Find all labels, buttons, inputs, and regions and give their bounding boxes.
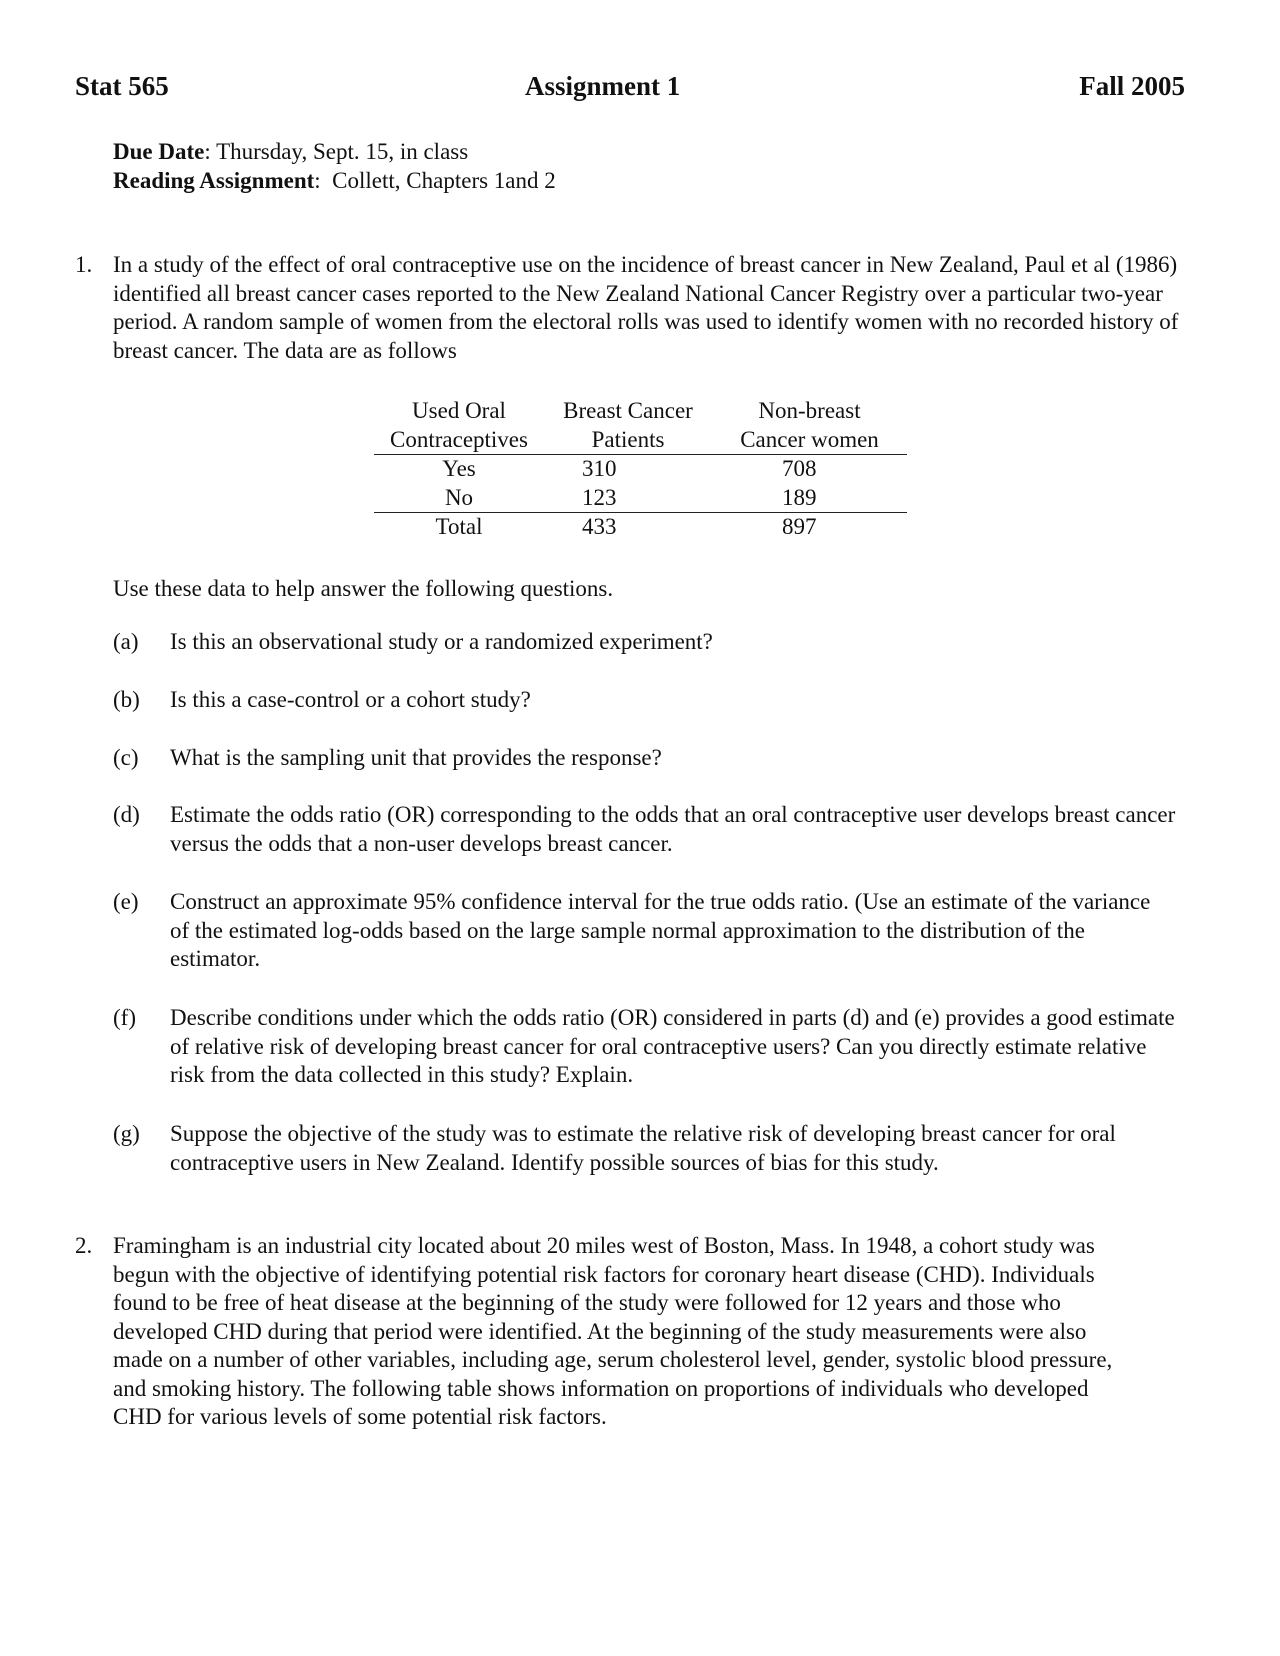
part-c (113, 744, 1213, 773)
course-name: Stat 565 (75, 71, 169, 101)
col-header-non-breast: Non-breast (758, 398, 861, 423)
contraceptive-table (374, 397, 907, 542)
part-e (113, 888, 1213, 974)
part-f (113, 1004, 1213, 1090)
patients-cell: 310 (582, 456, 617, 481)
row-label: No (374, 484, 544, 513)
question-text: Framingham is an industrial city located about 20 miles west of Boston, Mass. In 1948, a cohort study was begun with the objective of identifying potential risk factors for coronary heart disease (CHD). Individuals found to be free of heat disease at the beginning of the study were followed for 12 years and those who developed CHD during that period were identified. At the beginning of the study measurements were also made on a number of other variables, including age, serum cholesterol level, gender, systolic blood pressure, and smoking history. The following table shows information on proportions of individuals who developed CHD for various levels of some potential risk factors. (113, 1233, 1113, 1429)
table-row (374, 484, 907, 513)
question-1 (75, 251, 1205, 365)
part-g (113, 1120, 1213, 1177)
assignment-title: Assignment 1 (525, 71, 681, 101)
part-text: What is the sampling unit that provides the response? (170, 745, 662, 770)
reading-value: : Collett, Chapters 1and 2 (314, 168, 556, 193)
col-header-cancer-women: Cancer women (712, 426, 907, 455)
question-number: 1. (75, 252, 93, 277)
question-text: In a study of the effect of oral contraceptive use on the incidence of breast cancer in New Zealand, Paul et al (1986) identified all breast cancer cases reported to the New Zealand National Cancer Registry over a particular two-year period. A random sample of women from the electoral rolls was used to identify women with no recorded history of breast cancer. The data are as follows (113, 252, 1179, 363)
part-text: Is this a case-control or a cohort study? (170, 687, 531, 712)
part-text: Is this an observational study or a randomized experiment? (170, 629, 713, 654)
nonbreast-cell: 897 (782, 514, 817, 539)
col-header-patients: Patients (544, 426, 712, 455)
reading-label: Reading Assignment (113, 168, 315, 193)
questions-intro: Use these data to help answer the following questions. (113, 576, 614, 601)
part-text: Estimate the odds ratio (OR) corresponding to the odds that an oral contraceptive user develops breast cancer versus the odds that a non-user develops breast cancer. (170, 802, 1176, 856)
reading-line (113, 167, 556, 196)
term: Fall 2005 (1079, 71, 1185, 101)
col-header-contraceptives: Contraceptives (374, 426, 544, 455)
part-label: (c) (113, 745, 139, 770)
part-label: (e) (113, 889, 139, 914)
part-text: Describe conditions under which the odds ratio (OR) considered in parts (d) and (e) provides a good estimate of relative risk of developing breast cancer for oral contraceptive users? Can you directly estimate relative risk from the data collected in this study? Explain. (170, 1005, 1175, 1087)
part-d (113, 801, 1213, 858)
col-header-used-oral: Used Oral (412, 398, 506, 423)
due-date-value: : Thursday, Sept. 15, in class (204, 139, 469, 164)
row-label: Total (435, 514, 483, 539)
question-number: 2. (75, 1233, 93, 1258)
part-label: (d) (113, 802, 140, 827)
part-label: (b) (113, 687, 140, 712)
part-label: (a) (113, 629, 139, 654)
part-label: (g) (113, 1121, 140, 1146)
patients-cell: 123 (544, 484, 712, 513)
row-label: Yes (442, 456, 476, 481)
table-row (374, 455, 907, 484)
table-header-row-2 (374, 426, 907, 455)
nonbreast-cell: 189 (712, 484, 907, 513)
part-b (113, 686, 1213, 715)
nonbreast-cell: 708 (782, 456, 817, 481)
part-label: (f) (113, 1005, 136, 1030)
col-header-breast-cancer: Breast Cancer (563, 398, 693, 423)
table-row-total (374, 513, 907, 542)
document-header (75, 72, 1185, 112)
due-date-line (113, 138, 556, 167)
part-text: Suppose the objective of the study was to estimate the relative risk of developing breast cancer for oral contraceptive users in New Zealand. Identify possible sources of bias for this study. (170, 1121, 1116, 1175)
question-2 (75, 1232, 1205, 1432)
part-text: Construct an approximate 95% confidence interval for the true odds ratio. (Use an estimate of the variance of the estimated log-odds based on the large sample normal approximation to the distribution of the estimator. (170, 889, 1151, 971)
due-date-label: Due Date (113, 139, 205, 164)
part-a (113, 628, 1213, 657)
assignment-meta (113, 138, 556, 196)
table-header-row-1 (374, 397, 907, 426)
patients-cell: 433 (582, 514, 617, 539)
